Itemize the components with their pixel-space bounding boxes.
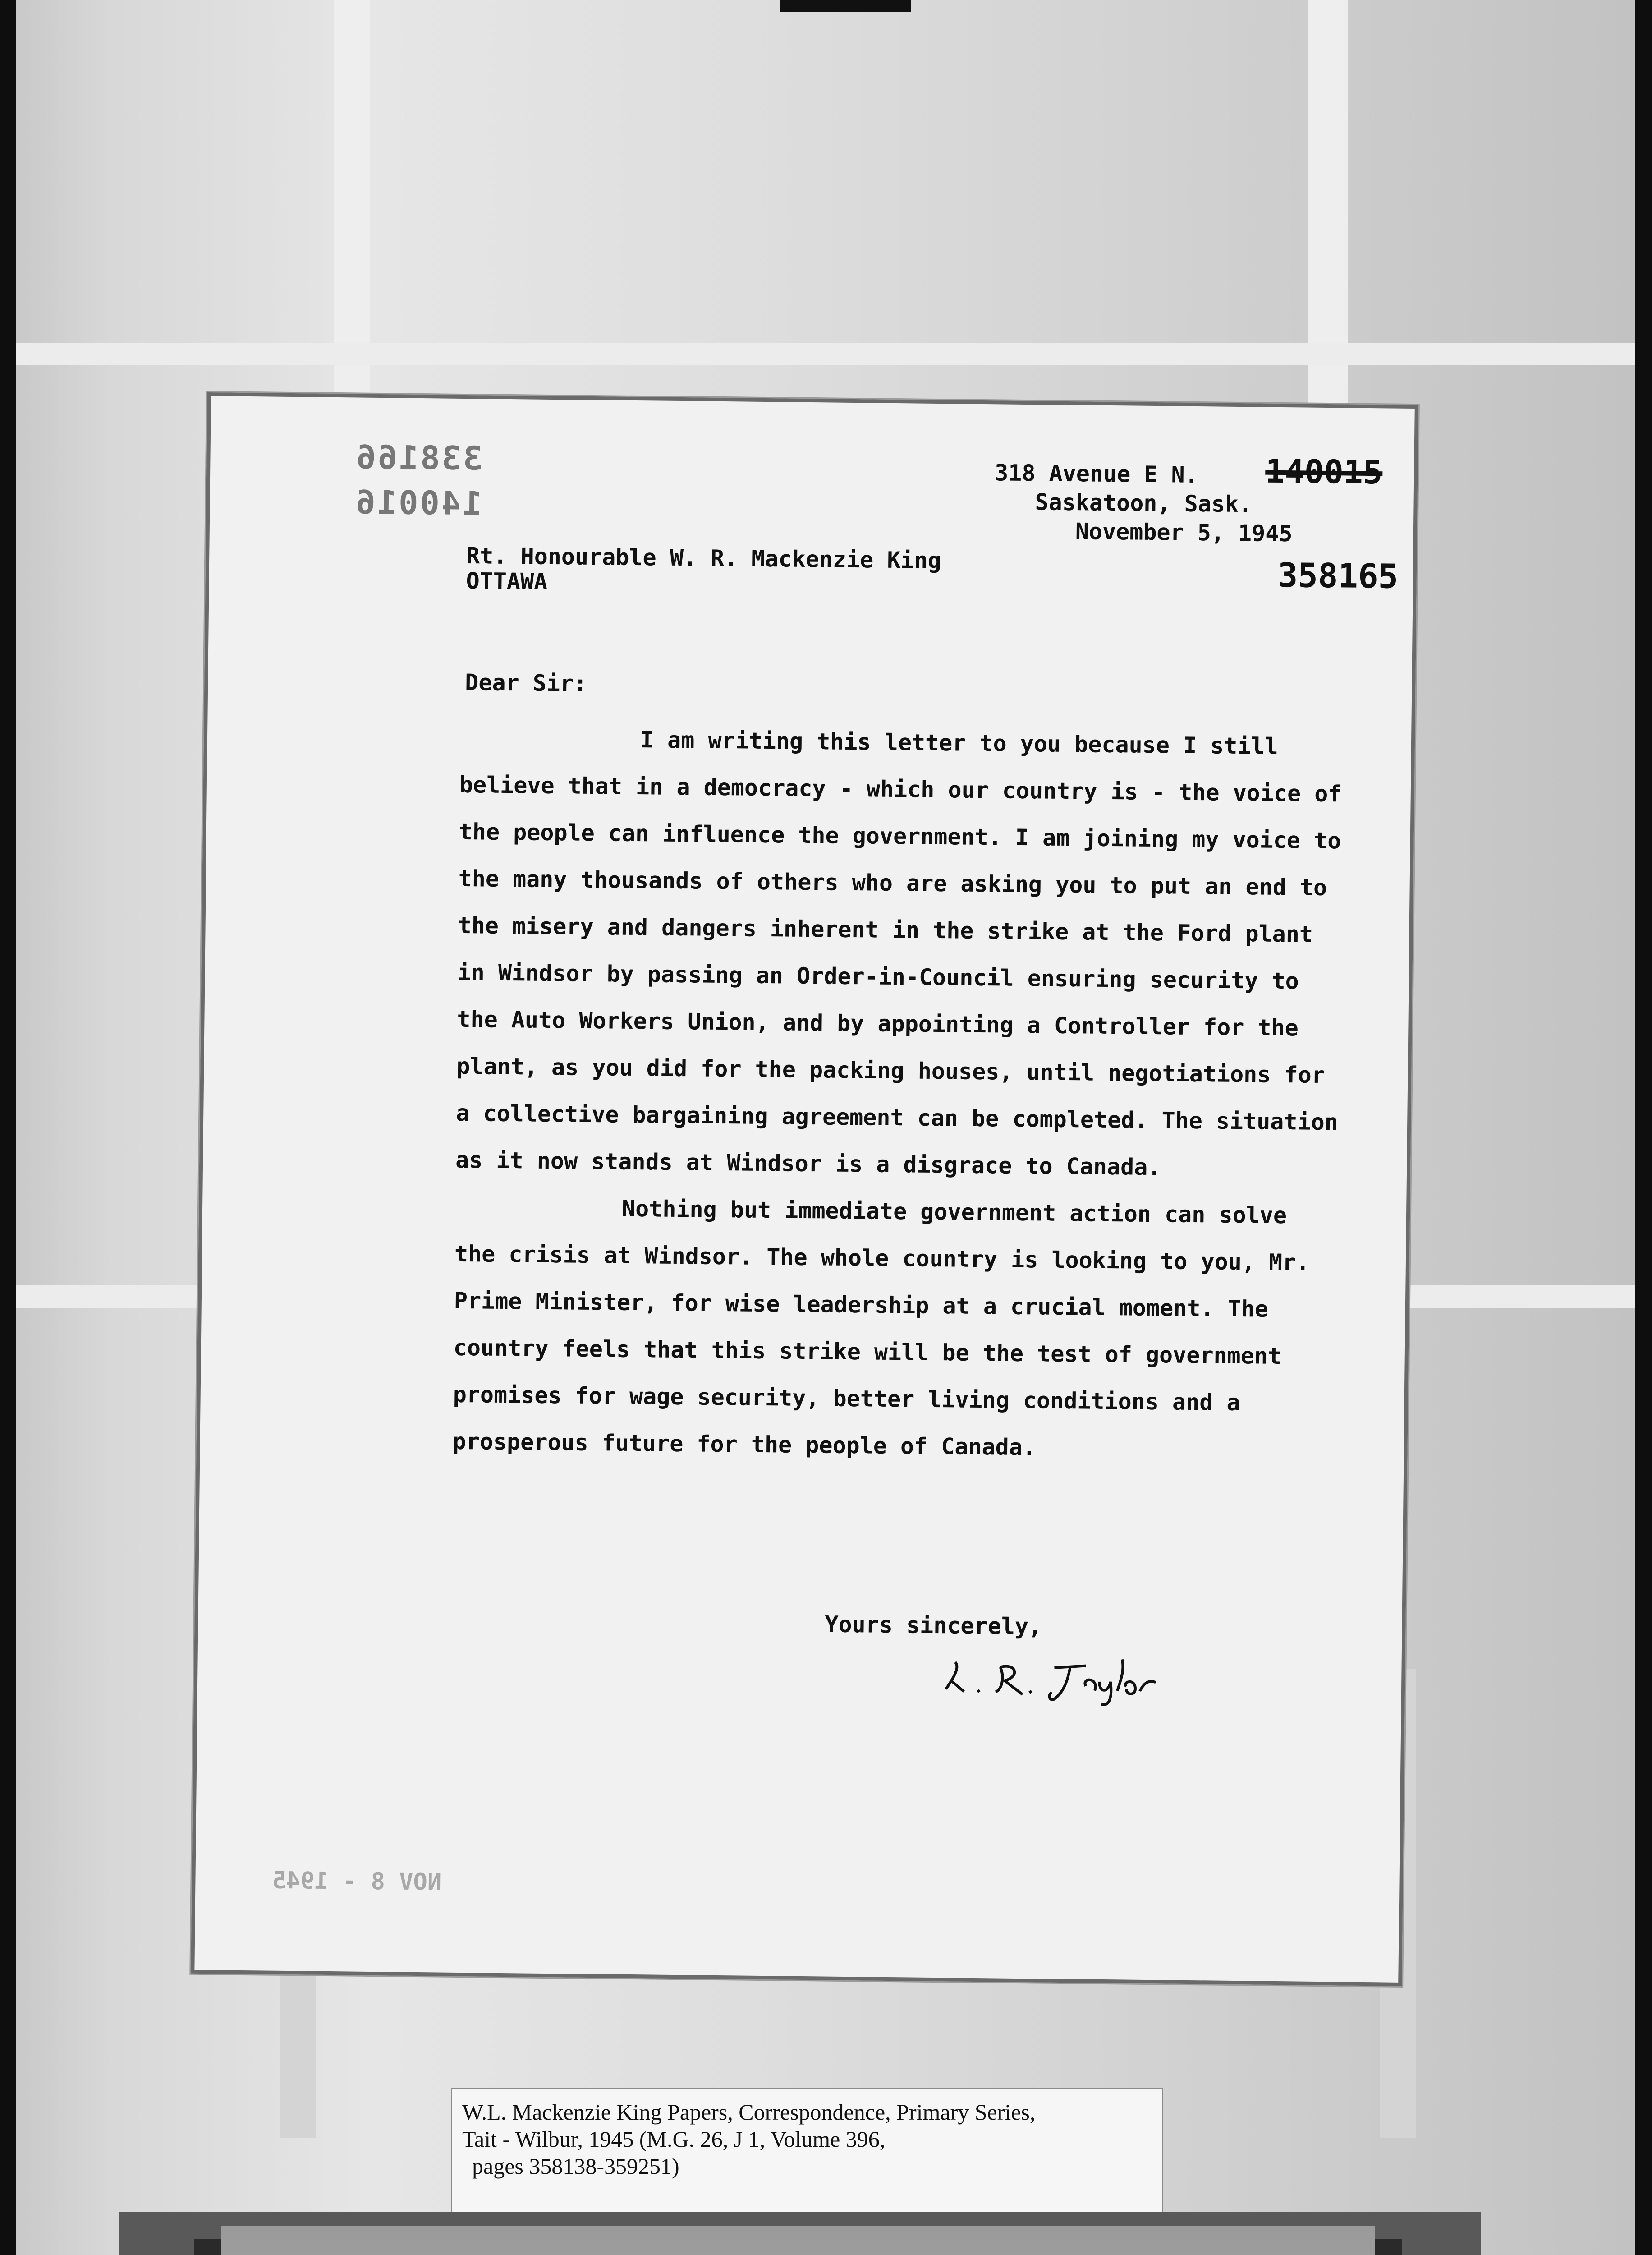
recipient-block bbox=[466, 543, 941, 598]
letter-sheet bbox=[191, 392, 1418, 1986]
struck-file-number: 140015 bbox=[1265, 452, 1383, 492]
document-number: 358165 bbox=[1277, 556, 1399, 596]
handwritten-signature bbox=[937, 1648, 1190, 1710]
salutation: Dear Sir: bbox=[464, 669, 587, 697]
citation-line: pages 358138-359251) bbox=[472, 2154, 679, 2179]
address-line: 318 Avenue E N. bbox=[994, 460, 1199, 488]
body-paragraph: I am writing this letter to you because I still believe that in a democracy - which our country is - the voice of the people can influence the government. I am joining my voice to the many thousands of others who are asking you to put an end to the misery and dangers inherent in the strike at the Ford plant in Windsor by passing an Order-in-Council ensuring security to the Auto Workers Union, and by appointing a Controller for the plant, as you did for the packing houses, until negotiations for a collective bargaining agreement can be completed. The situation as it now stands at Windsor is a disgrace to Canada. bbox=[455, 727, 1342, 1181]
body-paragraph: Nothing but immediate government action can solve the crisis at Windsor. The whole country is looking to you, Mr. Prime Minister, for wise leadership at a crucial moment. The country feels that this strike will be the test of government promises for wage security, better living conditions and a prosperous future for the people of Canada. bbox=[452, 1195, 1310, 1461]
citation-label bbox=[451, 2088, 1163, 2219]
citation-line: Tait - Wilbur, 1945 (M.G. 26, J 1, Volume 396, bbox=[462, 2126, 886, 2152]
plate-rivet-icon bbox=[1375, 2239, 1402, 2255]
recipient-name: Rt. Honourable W. R. Mackenzie King bbox=[466, 543, 942, 574]
citation-line: W.L. Mackenzie King Papers, Correspondence, Primary Series, bbox=[462, 2099, 1036, 2125]
sender-address bbox=[994, 458, 1294, 548]
plate-rivet-icon bbox=[194, 2239, 221, 2255]
address-line: Saskatoon, Sask. bbox=[1035, 489, 1253, 518]
letter-body bbox=[452, 714, 1344, 1474]
recipient-city: OTTAWA bbox=[466, 568, 548, 595]
closing: Yours sincerely, bbox=[825, 1611, 1042, 1640]
archives-plate bbox=[221, 2226, 1375, 2255]
film-top-mark bbox=[780, 0, 911, 12]
mount-band-upper bbox=[16, 343, 1635, 365]
letter-date: November 5, 1945 bbox=[1075, 518, 1293, 547]
ghost-number-top: 338166 bbox=[354, 438, 483, 478]
received-stamp: NOV 8 - 1945 bbox=[272, 1867, 442, 1896]
ghost-number-bottom: 140016 bbox=[354, 483, 482, 523]
